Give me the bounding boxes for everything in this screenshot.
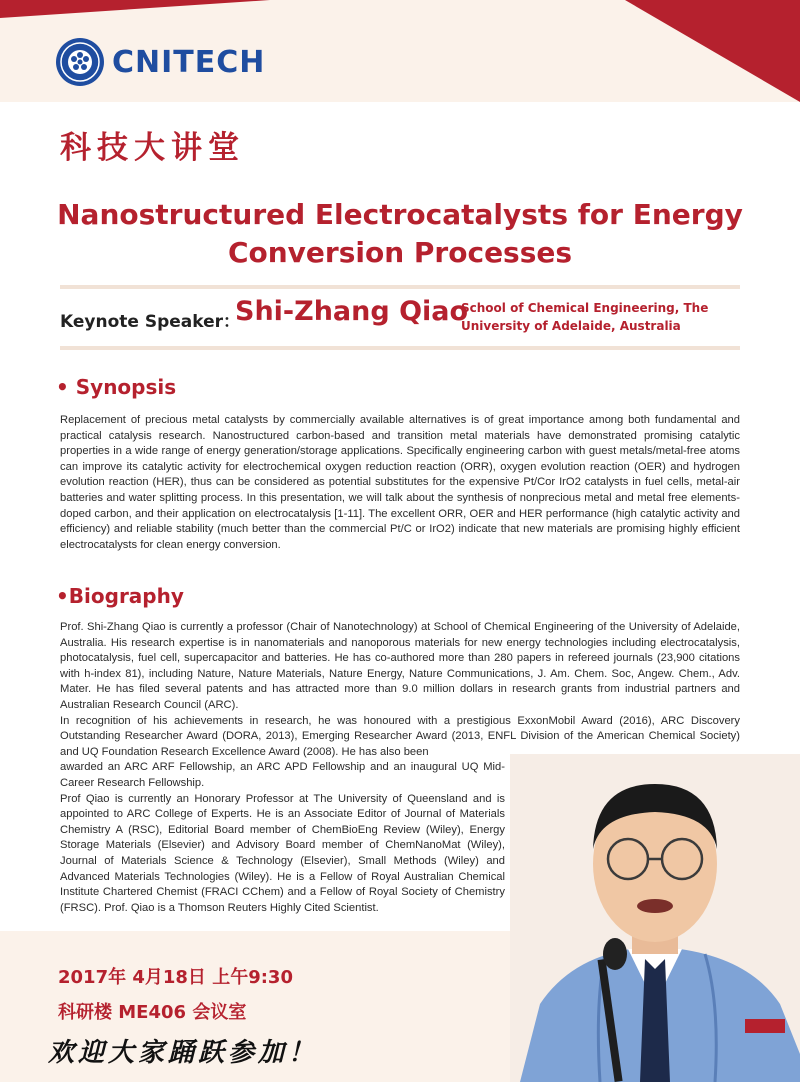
event-date: 2017年 4月18日 上午9:30: [58, 967, 293, 988]
synopsis-heading: • Synopsis: [56, 375, 177, 399]
biography-paragraph-3: Prof Qiao is currently an Honorary Professor at The University of Queensland and is appointed to ARC College of Experts. He is an Associate Editor of Journal of Materials Chemistry A (RSC), Editorial Board member of ChemBioEng Review (Wiley), Energy Storage Materials (Elsevier) and Advisory Board member of ChemNanoMat (Wiley), Journal of Materials Science & Technology (Elsevier), Small Methods (Wiley) and Advanced Materials Technologies (Wiley). He is a Fellow of Royal Australian Chemical Institute Chartered Chemist (FRACI CChem) and a Fellow of Royal Society of Chemistry (FRSC). Prof. Qiao is a Thomson Reuters Highly Cited Scientist.: [60, 792, 505, 914]
speaker-photo: [510, 754, 800, 1082]
top-right-red-corner: [625, 0, 800, 102]
divider-bottom: [60, 346, 740, 350]
welcome-slogan: 欢迎大家踊跃参加！: [48, 1038, 319, 1068]
speaker-row: [60, 296, 740, 340]
biography-heading: •Biography: [56, 584, 184, 608]
speaker-name: Shi-Zhang Qiao: [235, 296, 469, 327]
biography-paragraph-1: Prof. Shi-Zhang Qiao is currently a professor (Chair of Nanotechnology) at School of Chemical Engineering of the University of Adelaide, Australia. His research expertise is in nanomaterials and nanoporous materials for new energy technologies including electrocatalysis, photocatalysis, fuel cell, supercapacitor and batteries. He has co-authored more than 280 papers in refereed journals (23,900 citations with h-index 81), including Nature, Nature Materials, Nature Energy, Nature Communications, J. Am. Chem. Soc, Angew. Chem., Adv. Mater. He has filed several patents and has attracted more than 9.0 million dollars in research grants from industrial partners and Australian Research Council (ARC).: [60, 621, 740, 711]
synopsis-text: Replacement of precious metal catalysts by commercially available alternatives is of great importance among both fundamental and practical catalysis research. Nanostructured carbon-based and transition metal materials have demonstrated promising catalytic properties in a wide range of energy generation/storage applications. Specifically engineering carbon with guest metals/metal-free atoms can improve its catalytic activity for electrochemical oxygen reduction reaction (ORR), oxygen evolution reaction (OER) and hydrogen evolution reaction (HER), thus can be considered as potential substitutes for the expensive Pt/Cor IrO2 catalysts in fuel cells, metal-air batteries and water splitting process. In this presentation, we will talk about the synthesis of nonprecious metal and metal free elements-doped carbon, and their application on electrocatalysis [1-11]. The excellent ORR, OER and HER performance (high catalytic activity and efficiency) and reliable stability (much better than the commercial Pt/C or IrO2) indicate that new materials are promising highly efficient electrocatalysts for clean energy conversion.: [60, 414, 740, 551]
biography-paragraph-2: In recognition of his achievements in research, he was honoured with a prestigious ExxonMobil Award (2016), ARC Discovery Outstanding Researcher Award (DORA, 2013), Emerging Researcher Award (2013, ENFL Division of the American Chemical Society) and UQ Foundation Research Excellence Award (2008). He has also been: [60, 714, 740, 758]
divider-top: [60, 285, 740, 289]
biography-paragraph-2-continued: awarded an ARC ARF Fellowship, an ARC APD Fellowship and an inaugural UQ Mid-Career Research Fellowship.: [60, 761, 505, 789]
seal-icon: [56, 38, 104, 86]
institute-logo: [56, 38, 265, 86]
lecture-series-title: 科技大讲堂: [60, 130, 245, 166]
event-location: 科研楼 ME406 会议室: [58, 1002, 247, 1023]
speaker-affiliation: School of Chemical Engineering, The University of Adelaide, Australia: [461, 301, 709, 333]
talk-title: Nanostructured Electrocatalysts for Energy Conversion Processes: [57, 198, 743, 269]
top-left-red-corner: [0, 0, 270, 18]
speaker-label: Keynote Speaker：: [60, 312, 241, 332]
brand-name: CNITECH: [112, 44, 266, 80]
